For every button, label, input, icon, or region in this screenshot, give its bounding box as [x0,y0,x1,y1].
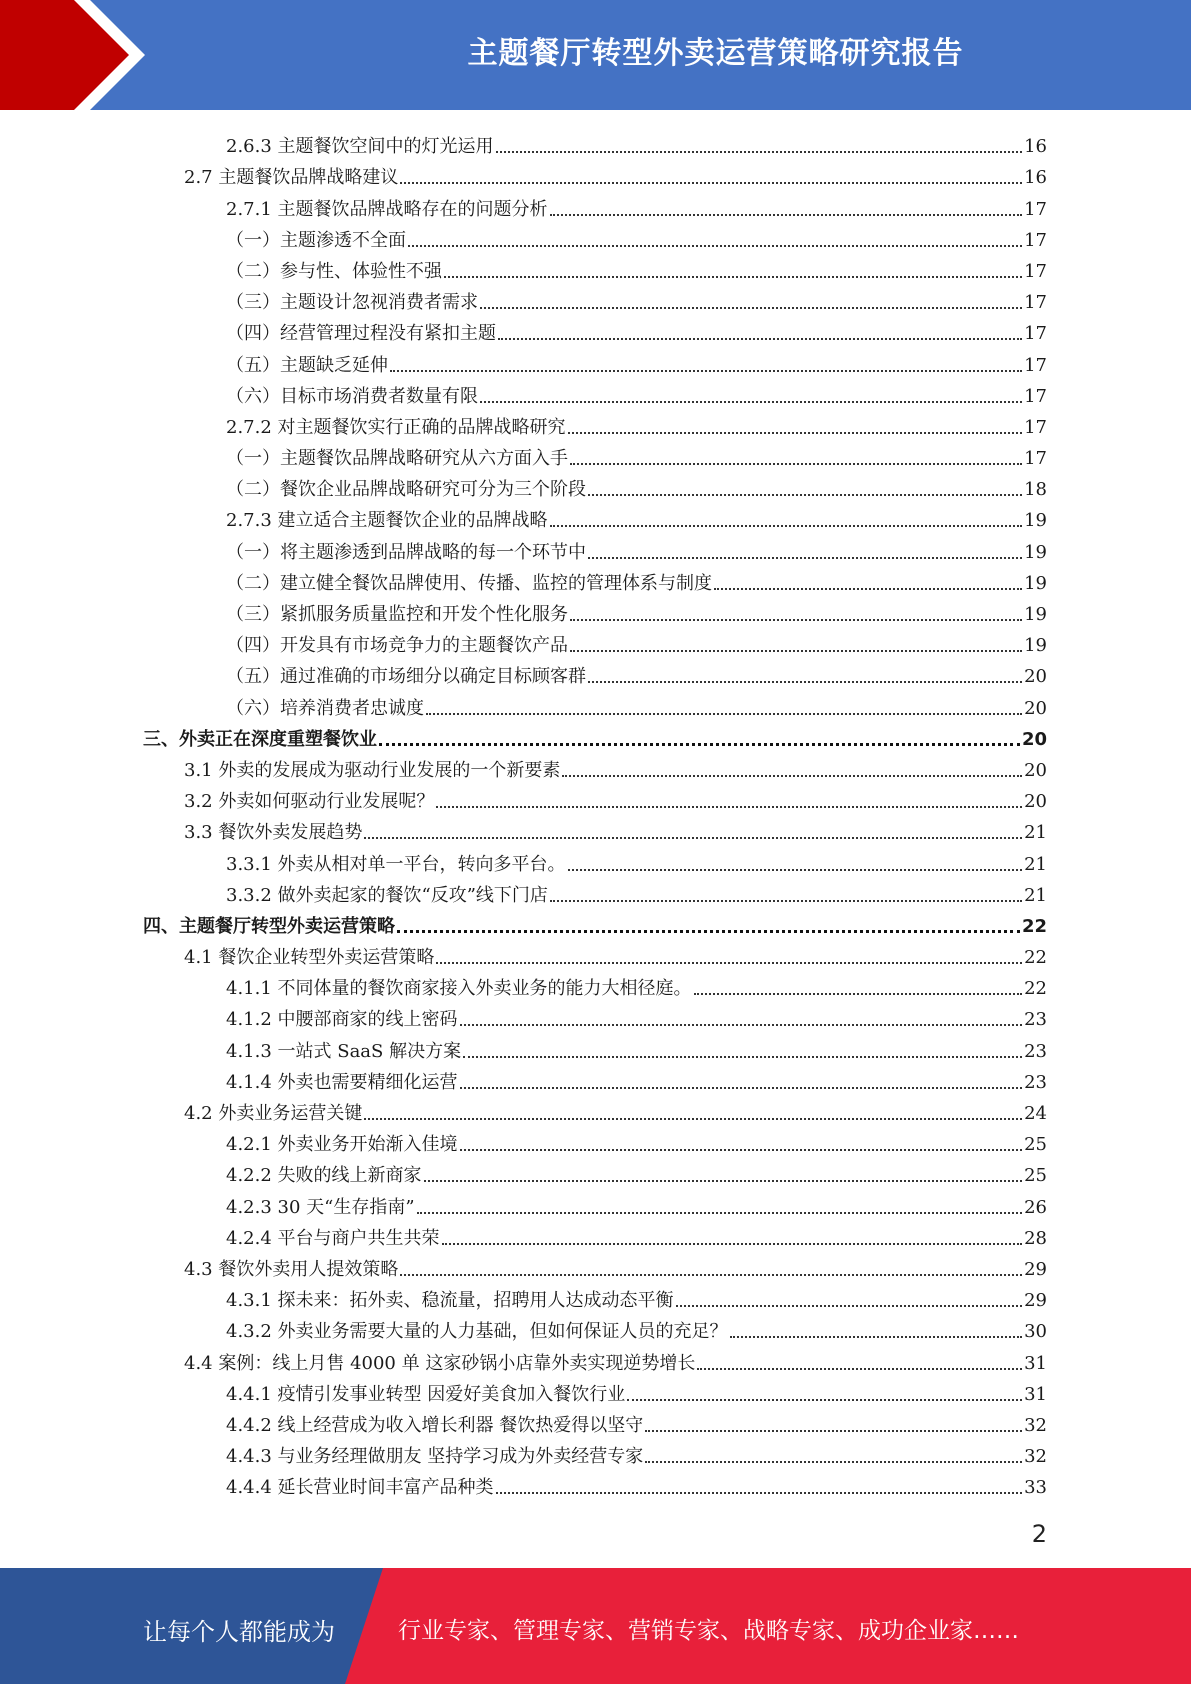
toc-entry-title: 4.4.2 线上经营成为收入增长利器 餐饮热爱得以坚守 [226,1414,644,1436]
toc-entry[interactable] [0,782,1191,813]
toc-entry-page: 25 [1024,1165,1047,1187]
toc-entry-title: 4.2.2 失败的线上新商家 [226,1165,422,1187]
toc-entry-page: 17 [1024,448,1047,470]
toc-entry-title: 2.7.1 主题餐饮品牌战略存在的问题分析 [226,198,548,220]
toc-entry[interactable] [0,377,1191,408]
page-number: 2 [1031,1520,1047,1548]
toc-dot-leader [694,993,1023,995]
toc-entry-page: 19 [1024,635,1047,657]
toc-entry-page: 28 [1024,1227,1047,1249]
toc-entry-title: 三、外卖正在深度重塑餐饮业 [143,728,377,750]
toc-entry[interactable] [0,1375,1191,1406]
toc-dot-leader [463,1056,1022,1058]
toc-dot-leader [364,1118,1022,1120]
toc-dot-leader [550,525,1023,527]
toc-dot-leader [496,151,1023,153]
toc-entry-page: 21 [1024,884,1047,906]
toc-entry[interactable] [0,595,1191,626]
toc-entry[interactable] [0,564,1191,595]
toc-dot-leader [460,1024,1023,1026]
toc-entry-title: 4.1.4 外卖也需要精细化运营 [226,1071,458,1093]
toc-dot-leader [424,1180,1023,1182]
toc-entry-page: 18 [1024,479,1047,501]
toc-entry-title: （一）主题餐饮品牌战略研究从六方面入手 [226,448,568,470]
toc-entry[interactable] [0,1031,1191,1062]
toc-entry-page: 26 [1024,1196,1047,1218]
toc-entry-page: 32 [1024,1414,1047,1436]
footer-slogan-right: 行业专家、管理专家、营销专家、战略专家、成功企业家…… [398,1618,1019,1644]
toc-entry-page: 19 [1024,510,1047,532]
toc-entry-title: 4.4.3 与业务经理做朋友 坚持学习成为外卖经营专家 [226,1446,644,1468]
toc-entry[interactable] [0,1219,1191,1250]
toc-entry[interactable] [0,470,1191,501]
toc-entry-page: 23 [1024,1071,1047,1093]
toc-entry-title: 2.7 主题餐饮品牌战略建议 [184,167,399,189]
toc-entry-title: （二）餐饮企业品牌战略研究可分为三个阶段 [226,479,586,501]
toc-entry-page: 22 [1021,915,1047,937]
toc-dot-leader [379,743,1020,746]
toc-entry[interactable] [0,252,1191,283]
toc-entry-title: 4.3.1 探未来：拓外卖、稳流量，招聘用人达成动态平衡 [226,1290,674,1312]
toc-entry-title: 4.4.4 延长营业时间丰富产品种类 [226,1477,494,1499]
toc-entry-title: 4.4 案例：线上月售 4000 单 这家砂锅小店靠外卖实现逆势增长 [184,1352,696,1374]
toc-entry-page: 17 [1024,354,1047,376]
toc-entry-title: 4.3.2 外卖业务需要大量的人力基础，但如何保证人员的充足？ [226,1321,728,1343]
toc-entry-title: 4.1 餐饮企业转型外卖运营策略 [184,947,435,969]
toc-dot-leader [645,1461,1022,1463]
toc-entry-page: 19 [1024,541,1047,563]
toc-entry-title: 4.1.3 一站式 SaaS 解决方案 [226,1040,462,1062]
toc-entry[interactable] [0,720,1191,751]
toc-entry-title: 4.2.1 外卖业务开始渐入佳境 [226,1134,458,1156]
toc-entry[interactable] [0,439,1191,470]
toc-dot-leader [570,619,1022,621]
toc-entry-title: （四）开发具有市场竞争力的主题餐饮产品 [226,635,568,657]
toc-entry-page: 23 [1024,1040,1047,1062]
page-header [0,0,1191,110]
toc-entry[interactable] [0,688,1191,719]
toc-dot-leader [714,588,1022,590]
toc-entry[interactable] [0,1063,1191,1094]
toc-entry[interactable] [0,813,1191,844]
toc-entry-title: 4.3 餐饮外卖用人提效策略 [184,1258,399,1280]
toc-dot-leader [697,1368,1022,1370]
toc-entry[interactable] [0,345,1191,376]
toc-entry[interactable] [0,1343,1191,1374]
toc-dot-leader [436,962,1022,964]
toc-entry-page: 20 [1024,697,1047,719]
toc-dot-leader [460,1087,1023,1089]
toc-entry[interactable] [0,1156,1191,1187]
toc-entry[interactable] [0,969,1191,1000]
toc-entry-page: 20 [1021,728,1047,750]
toc-entry-title: （五）主题缺乏延伸 [226,354,388,376]
toc-dot-leader [460,1149,1023,1151]
toc-entry[interactable] [0,626,1191,657]
toc-dot-leader [436,806,1022,808]
toc-entry[interactable] [0,314,1191,345]
toc-entry[interactable] [0,1094,1191,1125]
toc-dot-leader [550,214,1023,216]
toc-entry-title: （五）通过准确的市场细分以确定目标顾客群 [226,666,586,688]
toc-entry-page: 30 [1024,1321,1047,1343]
toc-entry-page: 17 [1024,229,1047,251]
toc-entry[interactable] [0,907,1191,938]
toc-dot-leader [480,401,1022,403]
toc-entry-page: 21 [1024,853,1047,875]
toc-dot-leader [498,338,1022,340]
table-of-contents [0,127,1191,1499]
toc-dot-leader [390,370,1022,372]
toc-entry-title: （三）主题设计忽视消费者需求 [226,292,478,314]
toc-entry-title: 2.7.3 建立适合主题餐饮企业的品牌战略 [226,510,548,532]
toc-entry-page: 20 [1024,666,1047,688]
toc-dot-leader [588,557,1022,559]
toc-entry-page: 20 [1024,759,1047,781]
toc-entry-title: 4.2 外卖业务运营关键 [184,1103,363,1124]
toc-dot-leader [562,775,1022,777]
toc-entry-title: （三）紧抓服务质量监控和开发个性化服务 [226,604,568,625]
toc-entry-title: （四）经营管理过程没有紧扣主题 [226,323,496,345]
toc-entry[interactable] [0,1000,1191,1031]
toc-entry-title: 4.4.1 疫情引发事业转型 因爱好美食加入餐饮行业 [226,1383,626,1405]
toc-entry-page: 22 [1024,947,1047,969]
toc-entry[interactable] [0,938,1191,969]
toc-entry-title: 3.3 餐饮外卖发展趋势 [184,822,363,844]
toc-entry-title: 2.6.3 主题餐饮空间中的灯光运用 [226,136,494,158]
toc-dot-leader [645,1430,1022,1432]
toc-dot-leader [397,930,1020,933]
toc-entry-page: 17 [1024,416,1047,438]
toc-entry-page: 20 [1024,791,1047,813]
toc-entry-page: 31 [1024,1383,1047,1405]
toc-entry-title: （一）主题渗透不全面 [226,229,406,251]
toc-entry-title: 3.3.2 做外卖起家的餐饮“反攻”线下门店 [226,884,548,906]
toc-entry-page: 17 [1024,292,1047,314]
toc-entry-page: 33 [1024,1477,1047,1499]
toc-entry-page: 17 [1024,385,1047,407]
toc-entry-page: 19 [1024,572,1047,594]
toc-entry-title: 2.7.2 对主题餐饮实行正确的品牌战略研究 [226,416,566,438]
toc-entry[interactable] [0,1187,1191,1218]
toc-entry-page: 31 [1024,1352,1047,1374]
toc-entry-title: 4.2.4 平台与商户共生共荣 [226,1227,440,1249]
toc-entry-page: 24 [1024,1103,1047,1124]
toc-entry-page: 25 [1024,1134,1047,1156]
toc-entry-page: 22 [1024,978,1047,1000]
toc-entry[interactable] [0,189,1191,220]
toc-entry-title: 4.1.2 中腰部商家的线上密码 [226,1009,458,1031]
toc-entry-page: 23 [1024,1009,1047,1031]
toc-dot-leader [730,1336,1023,1338]
toc-entry[interactable] [0,532,1191,563]
toc-entry-title: 3.3.1 外卖从相对单一平台，转向多平台。 [226,853,566,875]
toc-entry[interactable] [0,844,1191,875]
toc-entry[interactable] [0,127,1191,158]
toc-entry-title: 4.2.3 30 天“生存指南” [226,1196,415,1218]
toc-dot-leader [400,1274,1022,1276]
toc-entry-page: 17 [1024,260,1047,282]
toc-entry[interactable] [0,1281,1191,1312]
toc-entry-title: （一）将主题渗透到品牌战略的每一个环节中 [226,541,586,563]
toc-entry[interactable] [0,408,1191,439]
toc-entry[interactable] [0,657,1191,688]
toc-entry-title: （六）目标市场消费者数量有限 [226,385,478,407]
toc-entry-page: 32 [1024,1446,1047,1468]
toc-entry-page: 17 [1024,323,1047,345]
toc-entry[interactable] [0,1468,1191,1499]
toc-dot-leader [417,1212,1023,1214]
toc-entry[interactable] [0,158,1191,189]
toc-entry[interactable] [0,751,1191,782]
toc-entry-title: 3.1 外卖的发展成为驱动行业发展的一个新要素 [184,759,561,781]
toc-entry-title: （二）参与性、体验性不强 [226,260,442,282]
toc-dot-leader [426,713,1022,715]
toc-entry-title: （六）培养消费者忠诚度 [226,697,424,719]
toc-entry[interactable] [0,1125,1191,1156]
toc-entry[interactable] [0,283,1191,314]
toc-dot-leader [444,276,1022,278]
toc-entry[interactable] [0,1250,1191,1281]
report-title: 主题餐厅转型外卖运营策略研究报告 [467,36,964,71]
toc-entry-title: 四、主题餐厅转型外卖运营策略 [143,915,395,937]
toc-entry-page: 21 [1024,822,1047,844]
toc-entry-page: 17 [1024,198,1047,220]
toc-entry-title: （二）建立健全餐饮品牌使用、传播、监控的管理体系与制度 [226,572,712,594]
toc-dot-leader [588,681,1022,683]
toc-dot-leader [480,307,1022,309]
toc-dot-leader [568,869,1023,871]
toc-entry-page: 16 [1024,167,1047,189]
toc-entry-title: 4.1.1 不同体量的餐饮商家接入外卖业务的能力大相径庭。 [226,978,692,1000]
toc-dot-leader [496,1492,1023,1494]
toc-dot-leader [442,1243,1023,1245]
toc-entry[interactable] [0,501,1191,532]
toc-entry[interactable] [0,1406,1191,1437]
toc-dot-leader [676,1305,1023,1307]
toc-dot-leader [568,432,1023,434]
toc-dot-leader [570,650,1022,652]
toc-entry[interactable] [0,1312,1191,1343]
toc-entry[interactable] [0,876,1191,907]
toc-entry-title: 3.2 外卖如何驱动行业发展呢？ [184,791,435,813]
toc-dot-leader [588,494,1022,496]
page-footer [0,1568,1191,1684]
toc-dot-leader [570,463,1022,465]
toc-entry-page: 19 [1024,604,1047,625]
toc-dot-leader [550,900,1022,902]
toc-entry-page: 29 [1024,1258,1047,1280]
toc-dot-leader [408,245,1022,247]
header-chevron-icon [0,0,160,110]
toc-dot-leader [364,837,1022,839]
toc-entry-page: 16 [1024,136,1047,158]
toc-entry[interactable] [0,1437,1191,1468]
footer-slogan-left: 让每个人都能成为 [143,1618,335,1646]
toc-dot-leader [400,182,1022,184]
toc-dot-leader [627,1399,1022,1401]
toc-entry[interactable] [0,221,1191,252]
toc-entry-page: 29 [1024,1290,1047,1312]
